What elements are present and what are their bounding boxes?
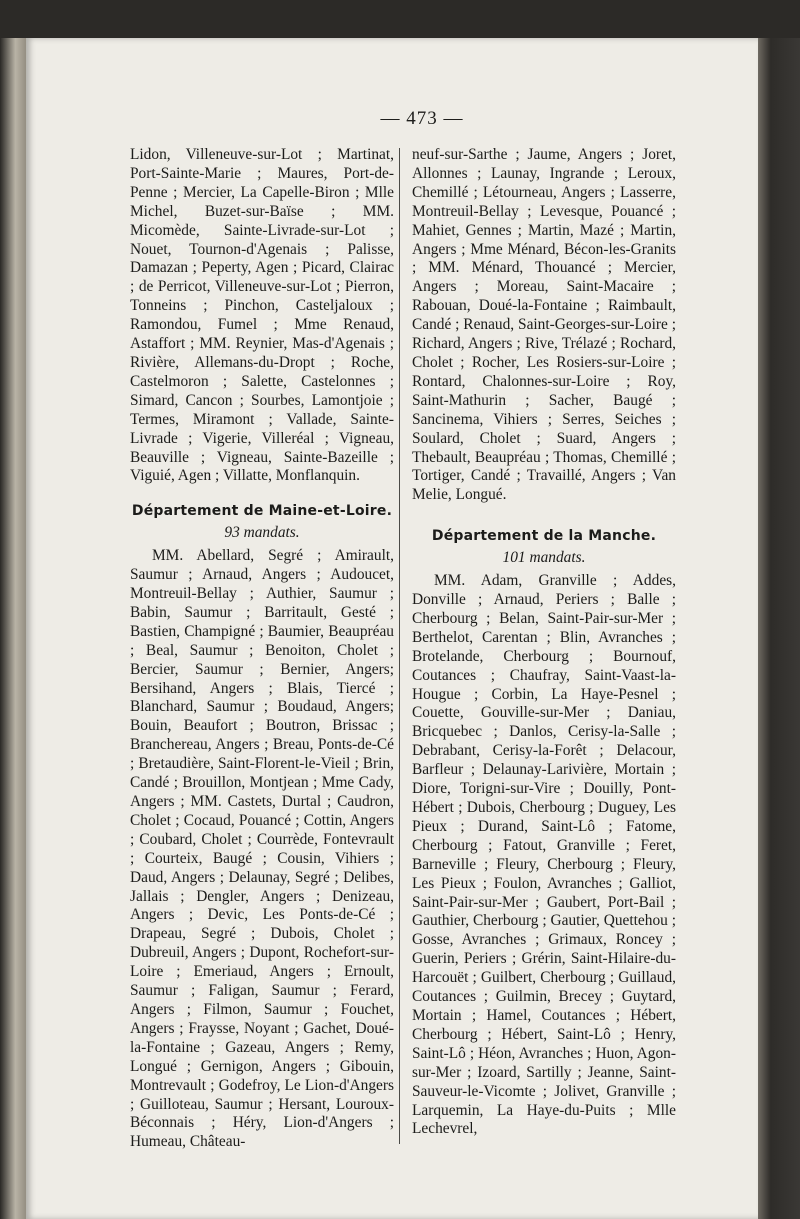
mandates-count-maine-et-loire: 93 mandats. — [224, 524, 300, 542]
page-number: — 473 — — [380, 108, 464, 129]
section-title-manche: Département de la Manche. — [431, 528, 657, 545]
page-edge-shadow — [758, 38, 800, 1219]
book-page — [26, 38, 758, 1219]
mandates-count-manche: 101 mandats. — [502, 549, 586, 567]
left-column — [130, 146, 394, 1152]
section-title-maine-et-loire: Département de Maine-et-Loire. — [131, 503, 393, 520]
right-column — [412, 146, 676, 1139]
right-section-text: MM. Adam, Granville ; Addes, Donville ; Arnaud, Periers ; Balle ; Cherbourg ; Belan, Saint-Pair-sur-Mer ; Berthelot, Carentan ; Blin, Avranches ; Brotelande, Cherbourg ; Bournouf, Coutances ; Chaufray, Saint-Vaast-la-Hougue ; Corbin, La Haye-Pesnel ; Couette, Gouville-sur-Mer ; Daniau, Bricquebec ; Danlos, Cerisy-la-Salle ; Debrabant, Cerisy-la-Forêt ; Delacour, Barfleur ; Delaunay-Larivière, Mortain ; Diore, Torigni-sur-Vire ; Douilly, Pont-Hébert ; Dubois, Cherbourg ; Duguey, Les Pieux ; Durand, Saint-Lô ; Fatome, Cherbourg ; Fatout, Granville ; Feret, Barneville ; Fleury, Cherbourg ; Fleury, Les Pieux ; Foulon, Avranches ; Galliot, Saint-Pair-sur-Mer ; Gaubert, Port-Bail ; Gauthier, Cherbourg ; Gautier, Quettehou ; Gosse, Avranches ; Grimaux, Roncey ; Guerin, Periers ; Grérin, Saint-Hilaire-du-Harcouët ; Guilbert, Cherbourg ; Guillaud, Coutances ; Guilmin, Brecey ; Guytard, Mortain ; Hamel, Coutances ; Hébert, Cherbourg ; Hébert, Saint-Lô ; Henry, Saint-Lô ; Héon, Avranches ; Huon, Agon-sur-Mer ; Izoard, Sartilly ; Jeanne, Saint-Sauveur-le-Vicomte ; Jolivet, Granville ; Larquemin, La Haye-du-Puits ; Mlle Lechevrel, — [412, 572, 676, 1138]
left-section-text: MM. Abellard, Segré ; Amirault, Saumur ; Arnaud, Angers ; Audoucet, Montreuil-Bellay ; Authier, Saumur ; Babin, Saumur ; Barritault, Gesté ; Bastien, Champigné ; Baumier, Beaupréau ; Beal, Saumur ; Benoiton, Cholet ; Bercier, Saumur ; Bernier, Angers; Bersihand, Angers ; Blais, Tiercé ; Blanchard, Saumur ; Boudaud, Angers; Bouin, Beaufort ; Boutron, Brissac ; Branchereau, Angers ; Breau, Ponts-de-Cé ; Bretaudière, Saint-Florent-le-Vieil ; Brin, Candé ; Brouillon, Montjean ; Mme Cady, Angers ; MM. Castets, Durtal ; Caudron, Cholet ; Cocaud, Pouancé ; Cottin, Angers ; Coubard, Cholet ; Courrède, Fontevrault ; Courteix, Baugé ; Cousin, Vihiers ; Daud, Angers ; Delaunay, Segré ; Delibes, Jallais ; Dengler, Angers ; Denizeau, Angers ; Devic, Les Ponts-de-Cé ; Drapeau, Segré ; Dubois, Cholet ; Dubreuil, Angers ; Dupont, Rochefort-sur-Loire ; Emeriaud, Angers ; Ernoult, Saumur ; Faligan, Saumur ; Ferard, Angers ; Filmon, Saumur ; Fouchet, Angers ; Fraysse, Noyant ; Gachet, Doué-la-Fontaine ; Gazeau, Angers ; Remy, Longué ; Gernigon, Angers ; Gibouin, Montrevault ; Godefroy, Le Lion-d'Angers ; Guilloteau, Saumur ; Hersant, Louroux-Béconnais ; Héry, Lion-d'Angers ; Humeau, Château- — [130, 547, 394, 1151]
column-divider — [399, 148, 400, 1144]
left-intro-text: Lidon, Villeneuve-sur-Lot ; Martinat, Port-Sainte-Marie ; Maures, Port-de-Penne ; Mercier, La Capelle-Biron ; Mlle Michel, Buzet-sur-Baïse ; MM. Micomède, Sainte-Livrade-sur-Lot ; Nouet, Tournon-d'Agenais ; Palisse, Damazan ; Peperty, Agen ; Picard, Clairac ; de Perricot, Villeneuve-sur-Lot ; Pierron, Tonneins ; Pinchon, Casteljaloux ; Ramondou, Fumel ; Mme Renaud, Astaffort ; MM. Reynier, Mas-d'Agenais ; Rivière, Allemans-du-Dropt ; Roche, Castelmoron ; Salette, Castelonnes ; Simard, Cancon ; Sourbes, Lamontjoie ; Termes, Miramont ; Vallade, Sainte-Livrade ; Vigerie, Villeréal ; Vigneau, Beauville ; Vigneau, Sainte-Bazeille ; Viguié, Agen ; Villatte, Monflanquin. — [130, 146, 394, 485]
binding-gutter — [0, 38, 28, 1219]
scan-background-top — [0, 0, 800, 38]
right-intro-text: neuf-sur-Sarthe ; Jaume, Angers ; Joret, Allonnes ; Launay, Ingrande ; Leroux, Chemillé ; Létourneau, Angers ; Lasserre, Montreuil-Bellay ; Levesque, Pouancé ; Mahiet, Gennes ; Martin, Mazé ; Martin, Angers ; Mme Ménard, Bécon-les-Granits ; MM. Ménard, Thouancé ; Mercier, Angers ; Moreau, Saint-Macaire ; Rabouan, Doué-la-Fontaine ; Raimbault, Candé ; Renaud, Saint-Georges-sur-Loire ; Richard, Angers ; Rive, Trélazé ; Rochard, Cholet ; Rocher, Les Rosiers-sur-Loire ; Rontard, Chalonnes-sur-Loire ; Roy, Saint-Mathurin ; Sacher, Baugé ; Sancinema, Vihiers ; Serres, Seiches ; Soulard, Cholet ; Suard, Angers ; Thebault, Beaupréau ; Thomas, Chemillé ; Tortiger, Candé ; Travaillé, Angers ; Van Melie, Longué. — [412, 146, 676, 504]
